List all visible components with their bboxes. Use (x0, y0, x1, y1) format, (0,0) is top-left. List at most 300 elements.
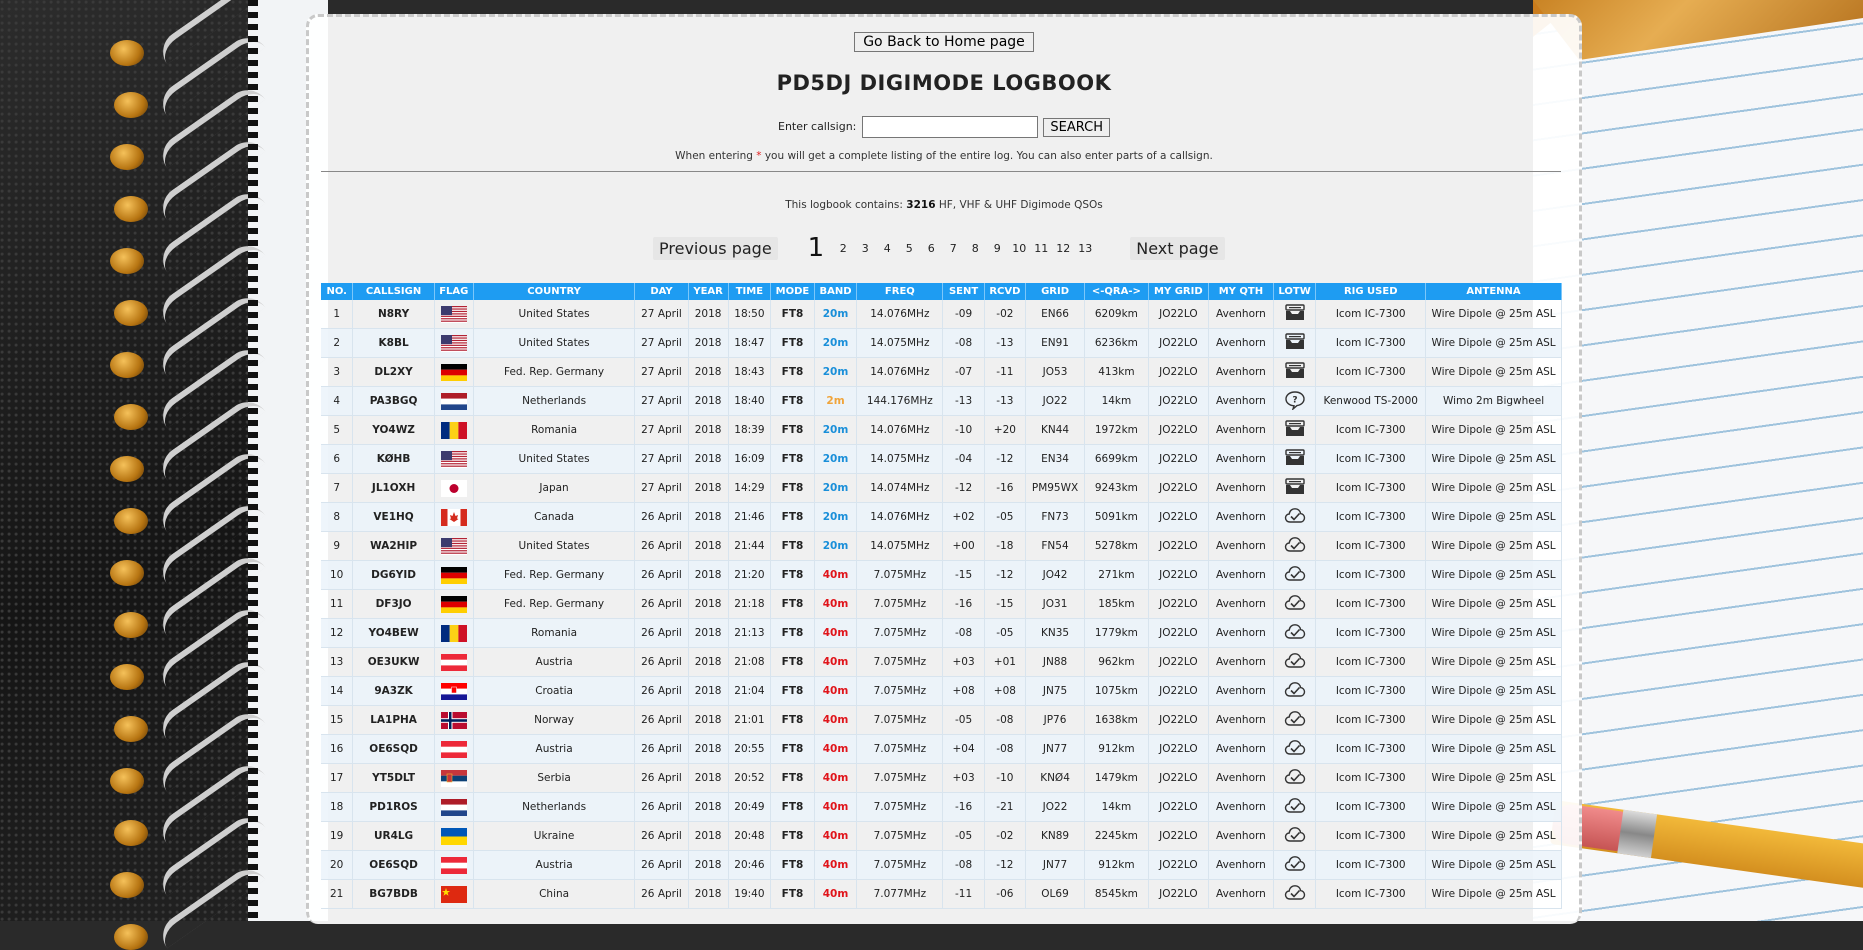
grid-cell: JO22 (1026, 793, 1085, 822)
year-cell: 2018 (688, 416, 728, 445)
callsign-cell: DL2XY (353, 358, 434, 387)
search-hint (309, 150, 1579, 162)
lotw-cell (1273, 648, 1315, 677)
qra-distance-cell: 1638km (1085, 706, 1149, 735)
rig-cell: Icom IC-7300 (1316, 764, 1426, 793)
day-cell: 27 April (635, 474, 688, 503)
frequency-cell: 7.075MHz (857, 619, 943, 648)
mode-cell: FT8 (771, 851, 815, 880)
my-qth-cell: Avenhorn (1208, 764, 1273, 793)
day-cell: 26 April (635, 590, 688, 619)
year-cell: 2018 (688, 619, 728, 648)
day-cell: 26 April (635, 706, 688, 735)
svg-text:?: ? (1291, 395, 1298, 405)
time-cell: 18:39 (728, 416, 770, 445)
hint-star: * (756, 150, 762, 162)
lotw-cell (1273, 880, 1315, 909)
pencil-band (1617, 810, 1657, 858)
page-link[interactable]: 3 (861, 241, 869, 255)
my-grid-cell: JO22LO (1148, 358, 1208, 387)
flag-cell (434, 764, 473, 793)
flag-cell (434, 677, 473, 706)
year-cell: 2018 (688, 851, 728, 880)
table-row (321, 590, 1562, 619)
row-number: 20 (321, 851, 353, 880)
time-cell: 18:50 (728, 300, 770, 329)
received-report-cell: -06 (984, 880, 1025, 909)
flag-cell (434, 648, 473, 677)
mode-cell: FT8 (771, 445, 815, 474)
day-cell: 27 April (635, 416, 688, 445)
us-flag (441, 451, 467, 468)
my-qth-cell: Avenhorn (1208, 619, 1273, 648)
grid-cell: JN75 (1026, 677, 1085, 706)
cloud-check-icon (1284, 883, 1306, 906)
antenna-cell: Wire Dipole @ 25m ASL (1426, 851, 1562, 880)
country-cell: Romania (473, 619, 635, 648)
country-cell: Norway (473, 706, 635, 735)
callsign-cell: LA1PHA (353, 706, 434, 735)
flag-cell (434, 735, 473, 764)
my-grid-cell: JO22LO (1148, 532, 1208, 561)
lotw-cell (1273, 358, 1315, 387)
home-button[interactable]: Go Back to Home page (854, 32, 1034, 52)
received-report-cell: -08 (984, 735, 1025, 764)
row-number: 17 (321, 764, 353, 793)
grid-cell: KN44 (1026, 416, 1085, 445)
frequency-cell: 7.075MHz (857, 735, 943, 764)
country-cell: Serbia (473, 764, 635, 793)
time-cell: 21:46 (728, 503, 770, 532)
rig-cell: Icom IC-7300 (1316, 619, 1426, 648)
time-cell: 21:13 (728, 619, 770, 648)
column-header: MY GRID (1148, 283, 1208, 300)
qra-distance-cell: 413km (1085, 358, 1149, 387)
antenna-cell: Wire Dipole @ 25m ASL (1426, 648, 1562, 677)
my-grid-cell: JO22LO (1148, 561, 1208, 590)
spiral-hole (110, 456, 144, 482)
mode-cell: FT8 (771, 387, 815, 416)
ca-flag (441, 509, 467, 526)
us-flag (441, 335, 467, 352)
mode-cell: FT8 (771, 358, 815, 387)
qra-distance-cell: 1972km (1085, 416, 1149, 445)
country-cell: Austria (473, 851, 635, 880)
column-header: MY QTH (1208, 283, 1273, 300)
received-report-cell: -12 (984, 851, 1025, 880)
lotw-cell (1273, 445, 1315, 474)
rig-cell: Icom IC-7300 (1316, 590, 1426, 619)
sent-report-cell: -13 (943, 387, 984, 416)
band-cell: 20m (814, 503, 856, 532)
search-label: Enter callsign: (778, 120, 857, 133)
rig-cell: Icom IC-7300 (1316, 880, 1426, 909)
callsign-cell: OE6SQD (353, 735, 434, 764)
rig-cell: Icom IC-7300 (1316, 561, 1426, 590)
received-report-cell: -21 (984, 793, 1025, 822)
rig-cell: Icom IC-7300 (1316, 358, 1426, 387)
lotw-cell (1273, 503, 1315, 532)
mode-cell: FT8 (771, 677, 815, 706)
time-cell: 21:01 (728, 706, 770, 735)
antenna-cell: Wire Dipole @ 25m ASL (1426, 764, 1562, 793)
received-report-cell: -18 (984, 532, 1025, 561)
table-row (321, 474, 1562, 503)
rig-cell: Icom IC-7300 (1316, 648, 1426, 677)
my-qth-cell: Avenhorn (1208, 416, 1273, 445)
frequency-cell: 14.076MHz (857, 358, 943, 387)
spiral-hole (110, 664, 144, 690)
lotw-cell (1273, 764, 1315, 793)
country-cell: Netherlands (473, 387, 635, 416)
qra-distance-cell: 912km (1085, 851, 1149, 880)
lotw-cell (1273, 706, 1315, 735)
band-cell: 40m (814, 590, 856, 619)
my-qth-cell: Avenhorn (1208, 880, 1273, 909)
antenna-cell: Wire Dipole @ 25m ASL (1426, 445, 1562, 474)
year-cell: 2018 (688, 503, 728, 532)
time-cell: 18:47 (728, 329, 770, 358)
qra-distance-cell: 5091km (1085, 503, 1149, 532)
column-header: SENT (943, 283, 984, 300)
notebook-spiral (140, 0, 280, 921)
question-icon (1284, 390, 1306, 413)
year-cell: 2018 (688, 474, 728, 503)
cloud-check-icon (1284, 593, 1306, 616)
my-grid-cell: JO22LO (1148, 851, 1208, 880)
band-cell: 40m (814, 561, 856, 590)
row-number: 13 (321, 648, 353, 677)
day-cell: 26 April (635, 503, 688, 532)
rig-cell: Icom IC-7300 (1316, 851, 1426, 880)
qra-distance-cell: 2245km (1085, 822, 1149, 851)
grid-cell: EN66 (1026, 300, 1085, 329)
spiral-hole (114, 924, 148, 950)
antenna-cell: Wire Dipole @ 25m ASL (1426, 735, 1562, 764)
cloud-check-icon (1284, 680, 1306, 703)
frequency-cell: 7.075MHz (857, 822, 943, 851)
time-cell: 20:55 (728, 735, 770, 764)
sent-report-cell: -08 (943, 619, 984, 648)
my-grid-cell: JO22LO (1148, 880, 1208, 909)
row-number: 18 (321, 793, 353, 822)
spiral-hole (114, 716, 148, 742)
grid-cell: EN34 (1026, 445, 1085, 474)
my-qth-cell: Avenhorn (1208, 329, 1273, 358)
country-cell: United States (473, 532, 635, 561)
band-cell: 40m (814, 735, 856, 764)
my-grid-cell: JO22LO (1148, 793, 1208, 822)
page-link[interactable]: 12 (1056, 241, 1071, 255)
page-link[interactable]: 9 (993, 241, 1001, 255)
time-cell: 20:49 (728, 793, 770, 822)
sent-report-cell: -16 (943, 590, 984, 619)
my-qth-cell: Avenhorn (1208, 706, 1273, 735)
ua-flag (441, 828, 467, 845)
spiral-hole (114, 404, 148, 430)
table-row (321, 735, 1562, 764)
grid-cell: KN89 (1026, 822, 1085, 851)
no-flag (441, 712, 467, 729)
flag-cell (434, 358, 473, 387)
row-number: 12 (321, 619, 353, 648)
page-link[interactable]: 13 (1078, 241, 1093, 255)
band-cell: 40m (814, 851, 856, 880)
flag-cell (434, 706, 473, 735)
my-grid-cell: JO22LO (1148, 416, 1208, 445)
antenna-cell: Wire Dipole @ 25m ASL (1426, 880, 1562, 909)
lotw-cell (1273, 677, 1315, 706)
lotw-cell (1273, 474, 1315, 503)
received-report-cell: -11 (984, 358, 1025, 387)
band-cell: 20m (814, 532, 856, 561)
cloud-check-icon (1284, 738, 1306, 761)
time-cell: 18:43 (728, 358, 770, 387)
row-number: 1 (321, 300, 353, 329)
received-report-cell: -16 (984, 474, 1025, 503)
inbox-icon (1284, 448, 1306, 471)
band-cell: 2m (814, 387, 856, 416)
page-link[interactable]: 5 (905, 241, 913, 255)
mode-cell: FT8 (771, 880, 815, 909)
callsign-cell: JL1OXH (353, 474, 434, 503)
my-grid-cell: JO22LO (1148, 764, 1208, 793)
jp-flag (441, 480, 467, 497)
sent-report-cell: -04 (943, 445, 984, 474)
row-number: 14 (321, 677, 353, 706)
flag-cell (434, 822, 473, 851)
grid-cell: PM95WX (1026, 474, 1085, 503)
time-cell: 21:44 (728, 532, 770, 561)
callsign-cell: K8BL (353, 329, 434, 358)
search-button[interactable]: SEARCH (1043, 118, 1110, 137)
frequency-cell: 7.077MHz (857, 880, 943, 909)
mode-cell: FT8 (771, 474, 815, 503)
qso-summary (309, 199, 1579, 211)
callsign-cell: KØHB (353, 445, 434, 474)
next-page-button[interactable]: Next page (1130, 237, 1224, 260)
callsign-cell: 9A3ZK (353, 677, 434, 706)
country-cell: Austria (473, 735, 635, 764)
table-row (321, 822, 1562, 851)
flag-cell (434, 561, 473, 590)
frequency-cell: 7.075MHz (857, 561, 943, 590)
callsign-cell: YO4BEW (353, 619, 434, 648)
day-cell: 26 April (635, 851, 688, 880)
sent-report-cell: -05 (943, 706, 984, 735)
received-report-cell: +08 (984, 677, 1025, 706)
page-number-list (832, 242, 1096, 255)
page-link[interactable]: 6 (927, 241, 935, 255)
flag-cell (434, 590, 473, 619)
callsign-cell: BG7BDB (353, 880, 434, 909)
column-header: <-QRA-> (1085, 283, 1149, 300)
cloud-check-icon (1284, 535, 1306, 558)
country-cell: Romania (473, 416, 635, 445)
year-cell: 2018 (688, 300, 728, 329)
antenna-cell: Wire Dipole @ 25m ASL (1426, 329, 1562, 358)
page-link[interactable]: 11 (1034, 241, 1049, 255)
search-input[interactable] (862, 116, 1038, 138)
grid-cell: JO42 (1026, 561, 1085, 590)
flag-cell (434, 416, 473, 445)
mode-cell: FT8 (771, 416, 815, 445)
my-qth-cell: Avenhorn (1208, 822, 1273, 851)
time-cell: 21:18 (728, 590, 770, 619)
country-cell: Fed. Rep. Germany (473, 358, 635, 387)
callsign-cell: WA2HIP (353, 532, 434, 561)
received-report-cell: -13 (984, 387, 1025, 416)
callsign-cell: OE3UKW (353, 648, 434, 677)
cloud-check-icon (1284, 709, 1306, 732)
lotw-cell (1273, 590, 1315, 619)
column-header: NO. (321, 283, 353, 300)
country-cell: Fed. Rep. Germany (473, 590, 635, 619)
my-qth-cell: Avenhorn (1208, 358, 1273, 387)
my-qth-cell: Avenhorn (1208, 445, 1273, 474)
hint-text-end: you will get a complete listing of the entire log. You can also enter parts of a callsign. (761, 150, 1213, 162)
table-body (321, 300, 1562, 909)
page-link[interactable]: 7 (949, 241, 957, 255)
inbox-icon (1284, 303, 1306, 326)
flag-cell (434, 880, 473, 909)
time-cell: 21:08 (728, 648, 770, 677)
rig-cell: Icom IC-7300 (1316, 822, 1426, 851)
day-cell: 26 April (635, 880, 688, 909)
country-cell: Japan (473, 474, 635, 503)
frequency-cell: 14.076MHz (857, 300, 943, 329)
spiral-hole (114, 196, 148, 222)
flag-cell (434, 619, 473, 648)
antenna-cell: Wimo 2m Bigwheel (1426, 387, 1562, 416)
table-row (321, 532, 1562, 561)
antenna-cell: Wire Dipole @ 25m ASL (1426, 793, 1562, 822)
band-cell: 40m (814, 793, 856, 822)
grid-cell: JO53 (1026, 358, 1085, 387)
year-cell: 2018 (688, 445, 728, 474)
my-qth-cell: Avenhorn (1208, 735, 1273, 764)
hr-flag (441, 683, 467, 700)
my-grid-cell: JO22LO (1148, 706, 1208, 735)
spiral-hole (110, 144, 144, 170)
antenna-cell: Wire Dipole @ 25m ASL (1426, 706, 1562, 735)
sent-report-cell: -09 (943, 300, 984, 329)
rig-cell: Icom IC-7300 (1316, 735, 1426, 764)
grid-cell: JN88 (1026, 648, 1085, 677)
day-cell: 26 April (635, 532, 688, 561)
qra-distance-cell: 14km (1085, 793, 1149, 822)
column-header: TIME (728, 283, 770, 300)
table-row (321, 706, 1562, 735)
rig-cell: Icom IC-7300 (1316, 706, 1426, 735)
previous-page-button[interactable]: Previous page (653, 237, 778, 260)
year-cell: 2018 (688, 793, 728, 822)
column-header: MODE (771, 283, 815, 300)
time-cell: 21:20 (728, 561, 770, 590)
column-header: YEAR (688, 283, 728, 300)
day-cell: 26 April (635, 735, 688, 764)
page-link[interactable]: 2 (839, 241, 847, 255)
qra-distance-cell: 6236km (1085, 329, 1149, 358)
mode-cell: FT8 (771, 619, 815, 648)
my-qth-cell: Avenhorn (1208, 590, 1273, 619)
flag-cell (434, 474, 473, 503)
year-cell: 2018 (688, 880, 728, 909)
my-qth-cell: Avenhorn (1208, 474, 1273, 503)
row-number: 11 (321, 590, 353, 619)
flag-cell (434, 793, 473, 822)
page-link[interactable]: 4 (883, 241, 891, 255)
frequency-cell: 14.075MHz (857, 532, 943, 561)
lotw-cell (1273, 735, 1315, 764)
day-cell: 27 April (635, 445, 688, 474)
table-row (321, 793, 1562, 822)
antenna-cell: Wire Dipole @ 25m ASL (1426, 358, 1562, 387)
cloud-check-icon (1284, 506, 1306, 529)
time-cell: 14:29 (728, 474, 770, 503)
band-cell: 40m (814, 880, 856, 909)
rig-cell: Icom IC-7300 (1316, 532, 1426, 561)
sent-report-cell: -12 (943, 474, 984, 503)
mode-cell: FT8 (771, 735, 815, 764)
qra-distance-cell: 8545km (1085, 880, 1149, 909)
day-cell: 27 April (635, 358, 688, 387)
at-flag (441, 654, 467, 671)
flag-cell (434, 851, 473, 880)
country-cell: United States (473, 445, 635, 474)
page-link[interactable]: 8 (971, 241, 979, 255)
spiral-hole (114, 820, 148, 846)
frequency-cell: 14.075MHz (857, 329, 943, 358)
my-grid-cell: JO22LO (1148, 474, 1208, 503)
time-cell: 19:40 (728, 880, 770, 909)
sent-report-cell: -10 (943, 416, 984, 445)
sent-report-cell: -11 (943, 880, 984, 909)
mode-cell: FT8 (771, 561, 815, 590)
de-flag (441, 596, 467, 613)
de-flag (441, 567, 467, 584)
sent-report-cell: -07 (943, 358, 984, 387)
table-row (321, 358, 1562, 387)
spiral-hole (114, 300, 148, 326)
qra-distance-cell: 5278km (1085, 532, 1149, 561)
column-header: RCVD (984, 283, 1025, 300)
band-cell: 40m (814, 648, 856, 677)
qra-distance-cell: 14km (1085, 387, 1149, 416)
country-cell: China (473, 880, 635, 909)
mode-cell: FT8 (771, 764, 815, 793)
inbox-icon (1284, 477, 1306, 500)
received-report-cell: -13 (984, 329, 1025, 358)
logbook-table (321, 283, 1562, 909)
lotw-cell (1273, 387, 1315, 416)
lotw-cell (1273, 300, 1315, 329)
time-cell: 20:48 (728, 822, 770, 851)
sent-report-cell: +03 (943, 764, 984, 793)
summary-text-end: HF, VHF & UHF Digimode QSOs (935, 199, 1103, 211)
lotw-cell (1273, 416, 1315, 445)
flag-cell (434, 445, 473, 474)
my-qth-cell: Avenhorn (1208, 532, 1273, 561)
year-cell: 2018 (688, 677, 728, 706)
page-link[interactable]: 10 (1012, 241, 1027, 255)
sent-report-cell: +00 (943, 532, 984, 561)
table-row (321, 619, 1562, 648)
table-row (321, 561, 1562, 590)
country-cell: Ukraine (473, 822, 635, 851)
summary-text-start: This logbook contains: (785, 199, 907, 211)
my-grid-cell: JO22LO (1148, 677, 1208, 706)
